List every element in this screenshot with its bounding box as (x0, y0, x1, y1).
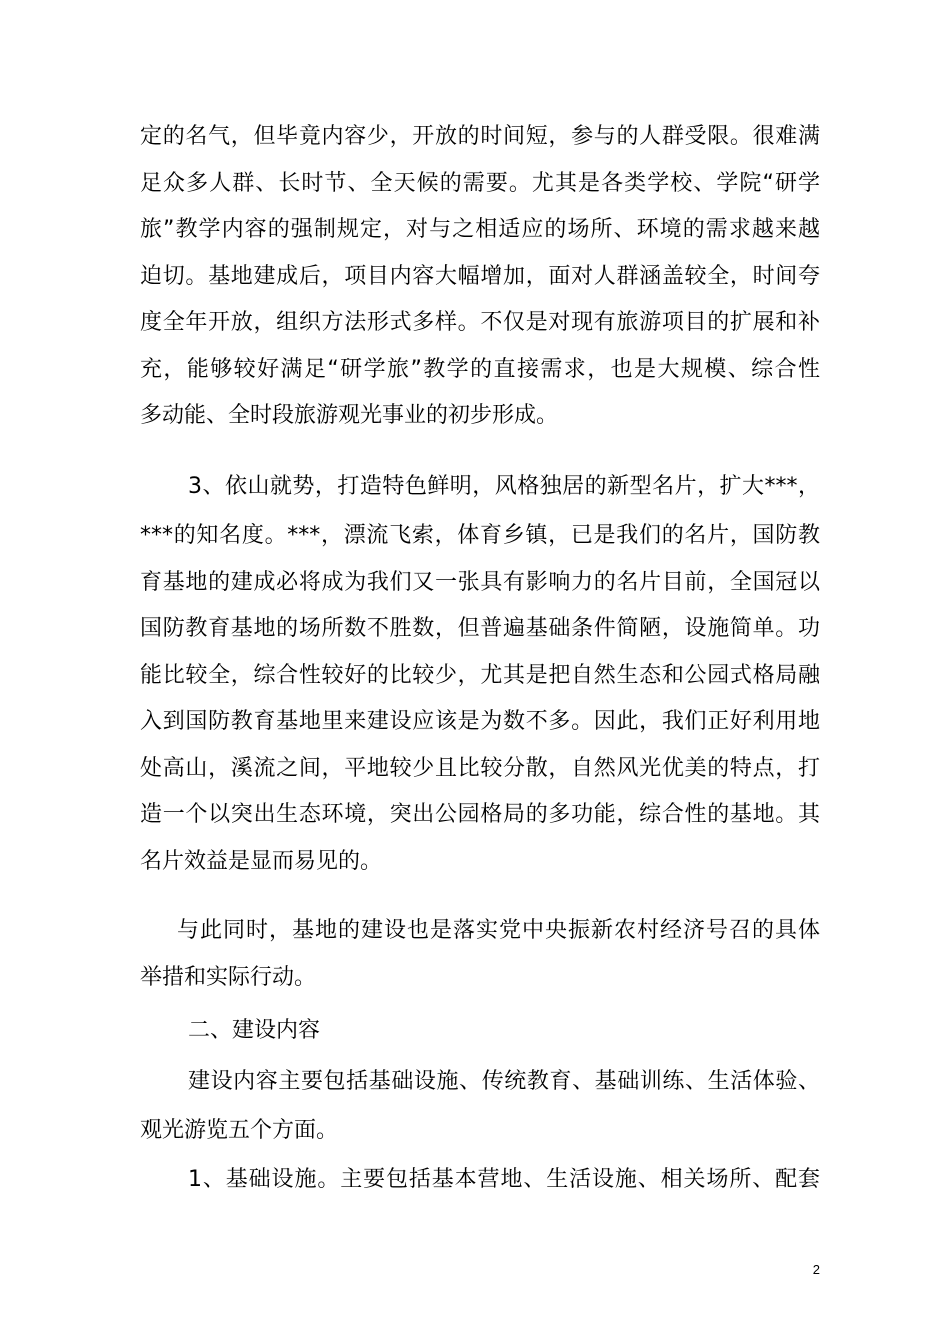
paragraph-line-16: 名片效益是显而易见的。 (140, 849, 383, 874)
paragraph-line-7: 多动能、全时段旅游观光事业的初步形成。 (140, 403, 559, 428)
paragraph-line-14: 处高山，溪流之间，平地较少且比较分散，自然风光优美的特点，打 (140, 756, 820, 781)
paragraph-line-3: 旅”教学内容的强制规定，对与之相适应的场所、环境的需求越来越 (140, 217, 820, 242)
paragraph-line-8: 3、依山就势，打造特色鲜明，风格独居的新型名片，扩大***， (188, 474, 820, 499)
paragraph-line-15: 造一个以突出生态环境，突出公园格局的多功能，综合性的基地。其 (140, 802, 820, 827)
paragraph-line-1: 定的名气，但毕竟内容少，开放的时间短，参与的人群受限。很难满 (140, 124, 820, 149)
paragraph-line-4: 迫切。基地建成后，项目内容大幅增加，面对人群涵盖较全，时间夸 (140, 264, 820, 289)
paragraph-line-17: 与此同时，基地的建设也是落实党中央振新农村经济号召的具体 (177, 918, 820, 943)
paragraph-line-2: 足众多人群、长时节、全天候的需要。尤其是各类学校、学院“研学 (140, 171, 820, 196)
paragraph-line-13: 入到国防教育基地里来建设应该是为数不多。因此，我们正好利用地 (140, 709, 820, 734)
paragraph-line-21: 1、基础设施。主要包括基本营地、生活设施、相关场所、配套 (188, 1167, 820, 1192)
paragraph-line-6: 充，能够较好满足“研学旅”教学的直接需求，也是大规模、综合性 (140, 357, 820, 382)
paragraph-line-5: 度全年开放，组织方法形式多样。不仅是对现有旅游项目的扩展和补 (140, 310, 820, 335)
section-heading: 二、建设内容 (188, 1018, 321, 1043)
page-number: 2 (812, 1262, 820, 1277)
paragraph-line-10: 育基地的建成必将成为我们又一张具有影响力的名片目前，全国冠以 (140, 570, 820, 595)
paragraph-line-18: 举措和实际行动。 (140, 965, 317, 990)
paragraph-line-11: 国防教育基地的场所数不胜数，但普遍基础条件简陋，设施简单。功 (140, 616, 820, 641)
paragraph-line-12: 能比较全，综合性较好的比较少，尤其是把自然生态和公园式格局融 (140, 663, 820, 688)
paragraph-line-20: 观光游览五个方面。 (140, 1118, 339, 1143)
paragraph-line-19: 建设内容主要包括基础设施、传统教育、基础训练、生活体验、 (188, 1069, 820, 1094)
paragraph-line-9: ***的知名度。***，漂流飞索，体育乡镇，已是我们的名片，国防教 (140, 523, 820, 548)
